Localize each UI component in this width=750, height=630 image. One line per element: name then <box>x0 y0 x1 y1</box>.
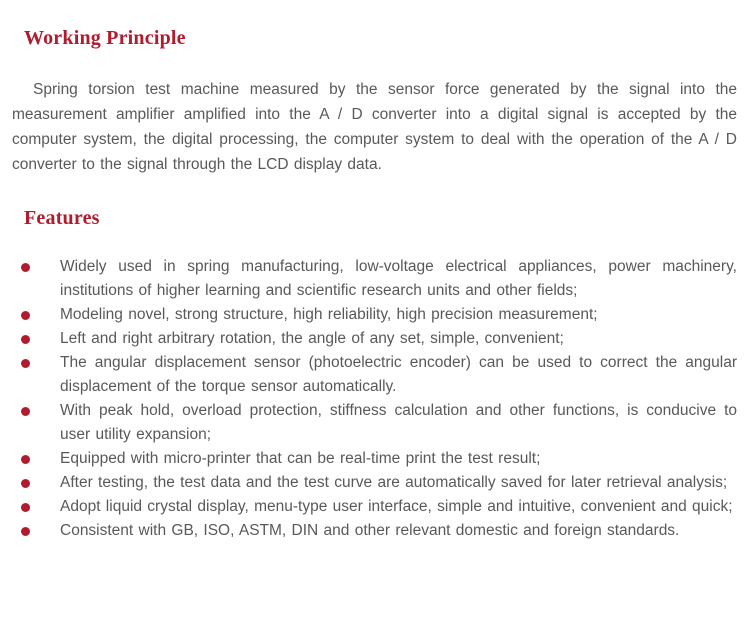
feature-item <box>0 303 750 327</box>
feature-item-text: The angular displacement sensor (photoelectric encoder) can be used to correct the angular displacement of the torque sensor automatically. <box>60 354 737 395</box>
bullet-icon <box>21 479 30 488</box>
feature-item-text: After testing, the test data and the test curve are automatically saved for later retrieval analysis; <box>60 474 728 491</box>
bullet-icon <box>21 527 30 536</box>
feature-list <box>0 255 750 543</box>
feature-item <box>0 399 750 447</box>
feature-item-text: Left and right arbitrary rotation, the angle of any set, simple, convenient; <box>60 330 564 347</box>
feature-item <box>0 327 750 351</box>
section-heading-working-principle: Working Principle <box>24 27 186 49</box>
feature-item-text: Adopt liquid crystal display, menu-type user interface, simple and intuitive, convenient and quick; <box>60 498 733 515</box>
bullet-icon <box>21 503 30 512</box>
feature-item <box>0 519 750 543</box>
feature-item-text: Modeling novel, strong structure, high reliability, high precision measurement; <box>60 306 598 323</box>
feature-item-text: Equipped with micro-printer that can be real-time print the test result; <box>60 450 541 467</box>
bullet-icon <box>21 359 30 368</box>
feature-item <box>0 255 750 303</box>
bullet-icon <box>21 455 30 464</box>
section-heading-features: Features <box>24 207 100 229</box>
feature-item-text: Widely used in spring manufacturing, low-voltage electrical appliances, power machinery, institutions of higher learning and scientific research units and other fields; <box>60 258 737 299</box>
bullet-icon <box>21 263 30 272</box>
feature-item <box>0 471 750 495</box>
bullet-icon <box>21 335 30 344</box>
feature-item-text: With peak hold, overload protection, stiffness calculation and other functions, is conducive to user utility expansion; <box>60 402 737 443</box>
working-principle-paragraph: Spring torsion test machine measured by the sensor force generated by the signal into the measurement amplifier amplified into the A / D converter into a digital signal is accepted by the computer system, the digital processing, the computer system to deal with the operation of the A / D converter to the signal through the LCD display data. <box>12 81 737 173</box>
feature-item <box>0 495 750 519</box>
bullet-icon <box>21 311 30 320</box>
feature-item <box>0 447 750 471</box>
feature-item <box>0 351 750 399</box>
bullet-icon <box>21 407 30 416</box>
feature-item-text: Consistent with GB, ISO, ASTM, DIN and other relevant domestic and foreign standards. <box>60 522 680 539</box>
